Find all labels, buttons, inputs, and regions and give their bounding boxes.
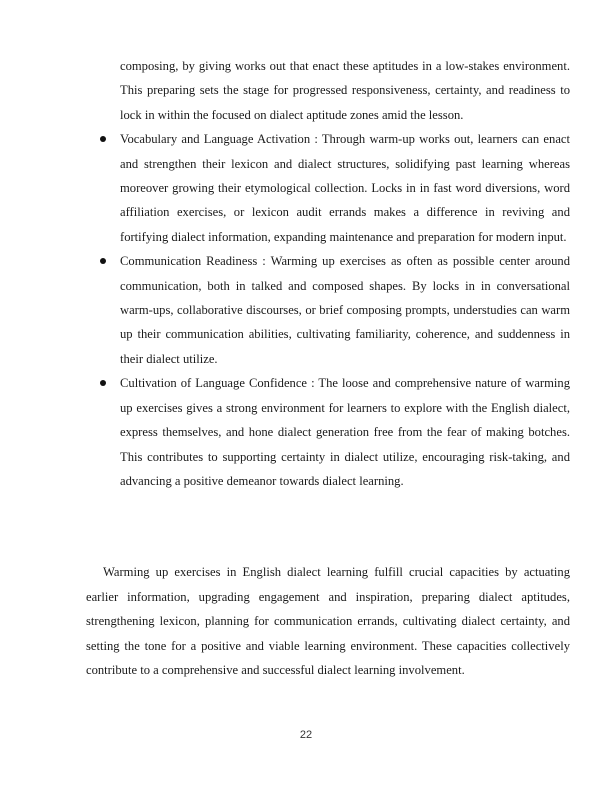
page-number: 22	[299, 729, 313, 741]
bullet-item-continued	[100, 54, 570, 127]
bullet-text: Vocabulary and Language Activation : Through warm-up works out, learners can enact and strengthen their lexicon and dialect structures, solidifying past learning whereas moreover growing their etymological collection. Locks in in fast word diversions, word affiliation exercises, or lexicon audit errands makes a difference in reviving and fortifying dialect information, expanding maintenance and preparation for modern input.	[120, 132, 570, 244]
bullet-text: composing, by giving works out that enact these aptitudes in a low-stakes environment. This preparing sets the stage for progressed responsiveness, certainty, and readiness to lock in within the focused on dialect aptitude zones amid the lesson.	[120, 59, 570, 122]
bullet-text: Cultivation of Language Confidence : The loose and comprehensive nature of warming up exercises gives a strong environment for learners to explore with the English dialect, express themselves, and hone dialect generation free from the fear of making botches. This contributes to supporting certainty in dialect utilize, encouraging risk-taking, and advancing a positive demeanor towards dialect learning.	[120, 376, 570, 488]
summary-paragraph: Warming up exercises in English dialect learning fulfill crucial capacities by actuating earlier information, upgrading engagement and inspiration, preparing dialect aptitudes, strengthening lexicon, planning for communication errands, cultivating dialect certainty, and setting the tone for a positive and viable learning environment. These capacities collectively contribute to a comprehensive and successful dialect learning involvement.	[86, 565, 570, 678]
bullet-text: Communication Readiness : Warming up exercises as often as possible center around communication, both in talked and composed shapes. By locks in in conversational warm-ups, collaborative discourses, or brief composing prompts, understudies can warm up their communication abilities, cultivating familiarity, coherence, and suddenness in their dialect utilize.	[120, 254, 570, 366]
bullet-item-vocabulary	[100, 127, 570, 249]
bullet-item-confidence	[100, 371, 570, 493]
bullet-item-communication	[100, 249, 570, 371]
bullet-list	[100, 54, 570, 493]
bullet-marker-icon	[100, 258, 106, 264]
bullet-marker-icon	[100, 380, 106, 386]
bullet-marker-icon	[100, 136, 106, 142]
